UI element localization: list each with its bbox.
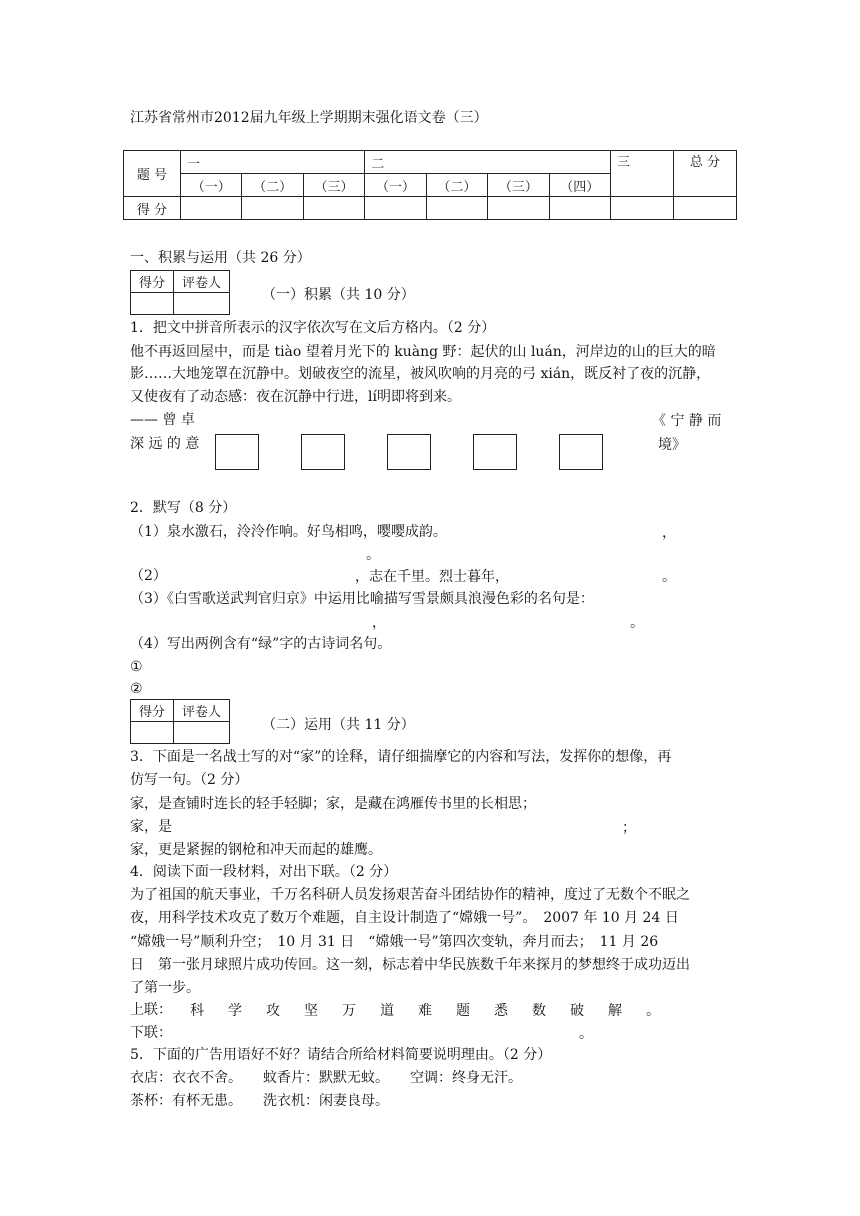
question-1-text: 又使夜有了动态感：夜在沉静中行进，lí明即将到来。 bbox=[130, 389, 461, 405]
answer-box[interactable] bbox=[215, 434, 259, 470]
grader-box-2 bbox=[130, 699, 230, 744]
grader-box-1 bbox=[130, 270, 230, 315]
score-sub-5: （二） bbox=[426, 174, 487, 197]
source-title: 《 宁 静 而 bbox=[652, 413, 722, 429]
score-cell[interactable] bbox=[242, 197, 303, 220]
grader-score-label: 得分 bbox=[131, 271, 174, 293]
punctuation: 。 bbox=[662, 569, 676, 585]
score-cell[interactable] bbox=[611, 197, 674, 220]
question-5-prompt: 5．下面的广告用语好不好？请结合所给材料简要说明理由。（2 分） bbox=[130, 1047, 552, 1063]
score-cell[interactable] bbox=[488, 197, 549, 220]
subsection-heading: （一）积累（共 10 分） bbox=[262, 287, 415, 303]
punctuation: ； bbox=[622, 820, 636, 836]
score-sub-4: （一） bbox=[365, 174, 426, 197]
question-1-text: 他不再返回屋中，而是 tiào 望着月光下的 kuàng 野：起伏的山 luán，河岸边的山的巨大的暗 bbox=[130, 344, 716, 360]
question-4-text: 为了祖国的航天事业，千万名科研人员发扬艰苦奋斗团结协作的精神，度过了无数个不眠之 bbox=[130, 887, 690, 903]
question-4-text: “嫦娥一号”顺利升空； 10 月 31 日 “嫦娥一号”第四次变轨，奔月而去； 11 月 26 bbox=[130, 934, 659, 950]
punctuation: 。 bbox=[579, 1026, 593, 1042]
upper-couplet-part2: 万道难题悉数破解。 bbox=[342, 1003, 684, 1019]
score-col-part1: 一 bbox=[181, 151, 365, 174]
source-author: —— 曾 卓 bbox=[130, 412, 195, 428]
grader-name-label: 评卷人 bbox=[174, 271, 230, 293]
score-col-part2: 二 bbox=[365, 151, 611, 174]
score-cell[interactable] bbox=[365, 197, 426, 220]
answer-box[interactable] bbox=[301, 434, 345, 470]
score-sub-1: （一） bbox=[181, 174, 242, 197]
answer-box[interactable] bbox=[473, 434, 517, 470]
lower-couplet-label: 下联： bbox=[130, 1025, 172, 1041]
punctuation: ， bbox=[662, 525, 676, 541]
question-1-prompt: 1．把文中拼音所表示的汉字依次写在文后方格内。（2 分） bbox=[130, 320, 496, 336]
question-2-text: （3）《白雪歌送武判官归京》中运用比喻描写雪景颇具浪漫色彩的名句是： bbox=[130, 591, 594, 607]
grader-name-cell[interactable] bbox=[174, 293, 230, 315]
question-5-text: 茶杯：有杯无患。 洗衣机：闲妻良母。 bbox=[130, 1093, 389, 1109]
question-2-text: （1）泉水激石，泠泠作响。好鸟相鸣，嘤嘤成韵。 bbox=[130, 524, 447, 540]
answer-box[interactable] bbox=[559, 434, 603, 470]
punctuation: 。 bbox=[366, 547, 380, 563]
section-heading: 一、积累与运用（共 26 分） bbox=[130, 250, 311, 266]
answer-marker: ② bbox=[130, 681, 143, 697]
punctuation: 。 bbox=[630, 615, 644, 631]
score-sub-7: （四） bbox=[549, 174, 610, 197]
score-col-total: 总 分 bbox=[674, 151, 737, 197]
source-title: 深 远 的 意 bbox=[130, 436, 200, 452]
score-sub-3: （三） bbox=[303, 174, 364, 197]
score-cell[interactable] bbox=[674, 197, 737, 220]
score-sub-2: （二） bbox=[242, 174, 303, 197]
score-col-part3: 三 bbox=[611, 151, 674, 197]
question-3-text: 家，是查铺时连长的轻手轻脚；家，是藏在鸿雁传书里的长相思； bbox=[130, 796, 536, 812]
source-title: 境》 bbox=[658, 437, 686, 453]
question-4-text: 夜，用科学技术攻克了数万个难题，自主设计制造了“嫦娥一号”。 2007 年 10 月 24 日 bbox=[130, 910, 679, 926]
question-3-text: 家，是 bbox=[130, 819, 172, 835]
grader-score-cell[interactable] bbox=[131, 722, 174, 744]
question-3-prompt: 3．下面是一名战士写的对“家”的诠释，请仔细揣摩它的内容和写法，发挥你的想像，再 bbox=[130, 749, 672, 765]
score-sub-6: （三） bbox=[488, 174, 549, 197]
question-1-text: 影……大地笼罩在沉静中。划破夜空的流星，被风吹响的月亮的弓 xián，既反衬了夜的沉静， bbox=[130, 366, 711, 382]
answer-box[interactable] bbox=[387, 434, 431, 470]
question-2-text: ，志在千里。烈士暮年， bbox=[355, 569, 509, 585]
question-5-text: 衣店：衣衣不舍。 蚊香片：默默无蚊。 空调：终身无汗。 bbox=[130, 1070, 522, 1086]
score-row-label: 得 分 bbox=[124, 197, 181, 220]
question-3-prompt: 仿写一句。（2 分） bbox=[130, 772, 249, 788]
grader-score-label: 得分 bbox=[131, 700, 174, 722]
punctuation: ， bbox=[372, 615, 386, 631]
grader-name-label: 评卷人 bbox=[174, 700, 230, 722]
score-table-header: 题 号 bbox=[124, 151, 181, 197]
question-3-text: 家，更是紧握的钢枪和冲天而起的雄鹰。 bbox=[130, 842, 382, 858]
document-title: 江苏省常州市2012届九年级上学期期末强化语文卷（三） bbox=[130, 110, 488, 126]
score-table bbox=[123, 150, 737, 220]
score-cell[interactable] bbox=[549, 197, 610, 220]
question-4-prompt: 4．阅读下面一段材料，对出下联。（2 分） bbox=[130, 864, 398, 880]
question-4-text: 日 第一张月球照片成功传回。这一刻，标志着中华民族数千年来探月的梦想终于成功迈出 bbox=[130, 957, 690, 973]
score-cell[interactable] bbox=[181, 197, 242, 220]
upper-couplet-part1: 科学攻坚 bbox=[190, 1003, 342, 1019]
subsection-heading: （二）运用（共 11 分） bbox=[262, 717, 415, 733]
grader-name-cell[interactable] bbox=[174, 722, 230, 744]
question-4-text: 了第一步。 bbox=[130, 980, 200, 996]
grader-score-cell[interactable] bbox=[131, 293, 174, 315]
score-cell[interactable] bbox=[426, 197, 487, 220]
question-2-text: （4）写出两例含有“绿”字的古诗词名句。 bbox=[130, 636, 392, 652]
answer-marker: ① bbox=[130, 659, 143, 675]
score-cell[interactable] bbox=[303, 197, 364, 220]
upper-couplet-label: 上联： bbox=[130, 1002, 172, 1018]
question-2-prompt: 2．默写（8 分） bbox=[130, 500, 237, 516]
question-2-text: （2） bbox=[130, 568, 167, 584]
